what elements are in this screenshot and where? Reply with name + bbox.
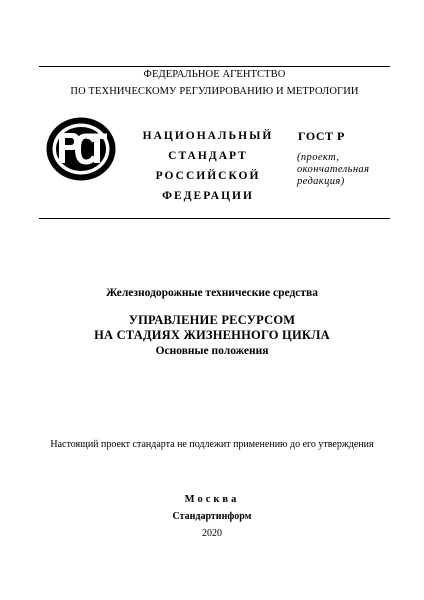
- draft-status-line-2: окончательная: [297, 164, 370, 175]
- document-title-line3: Основные положения: [155, 345, 269, 357]
- draft-status-line-1: (проект,: [297, 152, 340, 163]
- publication-year: 2020: [202, 528, 222, 539]
- top-divider: [39, 66, 390, 67]
- standard-designation: ГОСТ Р: [298, 129, 345, 143]
- publication-city: Москва: [184, 494, 240, 505]
- document-title-line2: НА СТАДИЯХ ЖИЗНЕННОГО ЦИКЛА: [94, 328, 330, 342]
- middle-divider: [39, 218, 390, 219]
- document-subject: Железнодорожные технические средства: [105, 287, 319, 299]
- draft-notice: Настоящий проект стандарта не подлежит применению до его утверждения: [50, 439, 374, 450]
- national-standard-line-4: ФЕДЕРАЦИИ: [162, 190, 254, 202]
- agency-name-line1: ФЕДЕРАЛЬНОЕ АГЕНТСТВО: [143, 69, 286, 80]
- national-standard-line-3: РОССИЙСКОЙ: [155, 170, 261, 182]
- national-standard-line-1: НАЦИОНАЛЬНЫЙ: [142, 130, 274, 142]
- agency-name-line2: ПО ТЕХНИЧЕСКОМУ РЕГУЛИРОВАНИЮ И МЕТРОЛОГИИ: [70, 86, 359, 97]
- document-title-line1: УПРАВЛЕНИЕ РЕСУРСОМ: [128, 313, 296, 327]
- national-standard-line-2: СТАНДАРТ: [168, 150, 248, 162]
- rst-certification-logo-icon: [45, 116, 117, 182]
- publisher-name: Стандартинформ: [172, 511, 252, 522]
- draft-status-line-3: редакция): [297, 176, 345, 187]
